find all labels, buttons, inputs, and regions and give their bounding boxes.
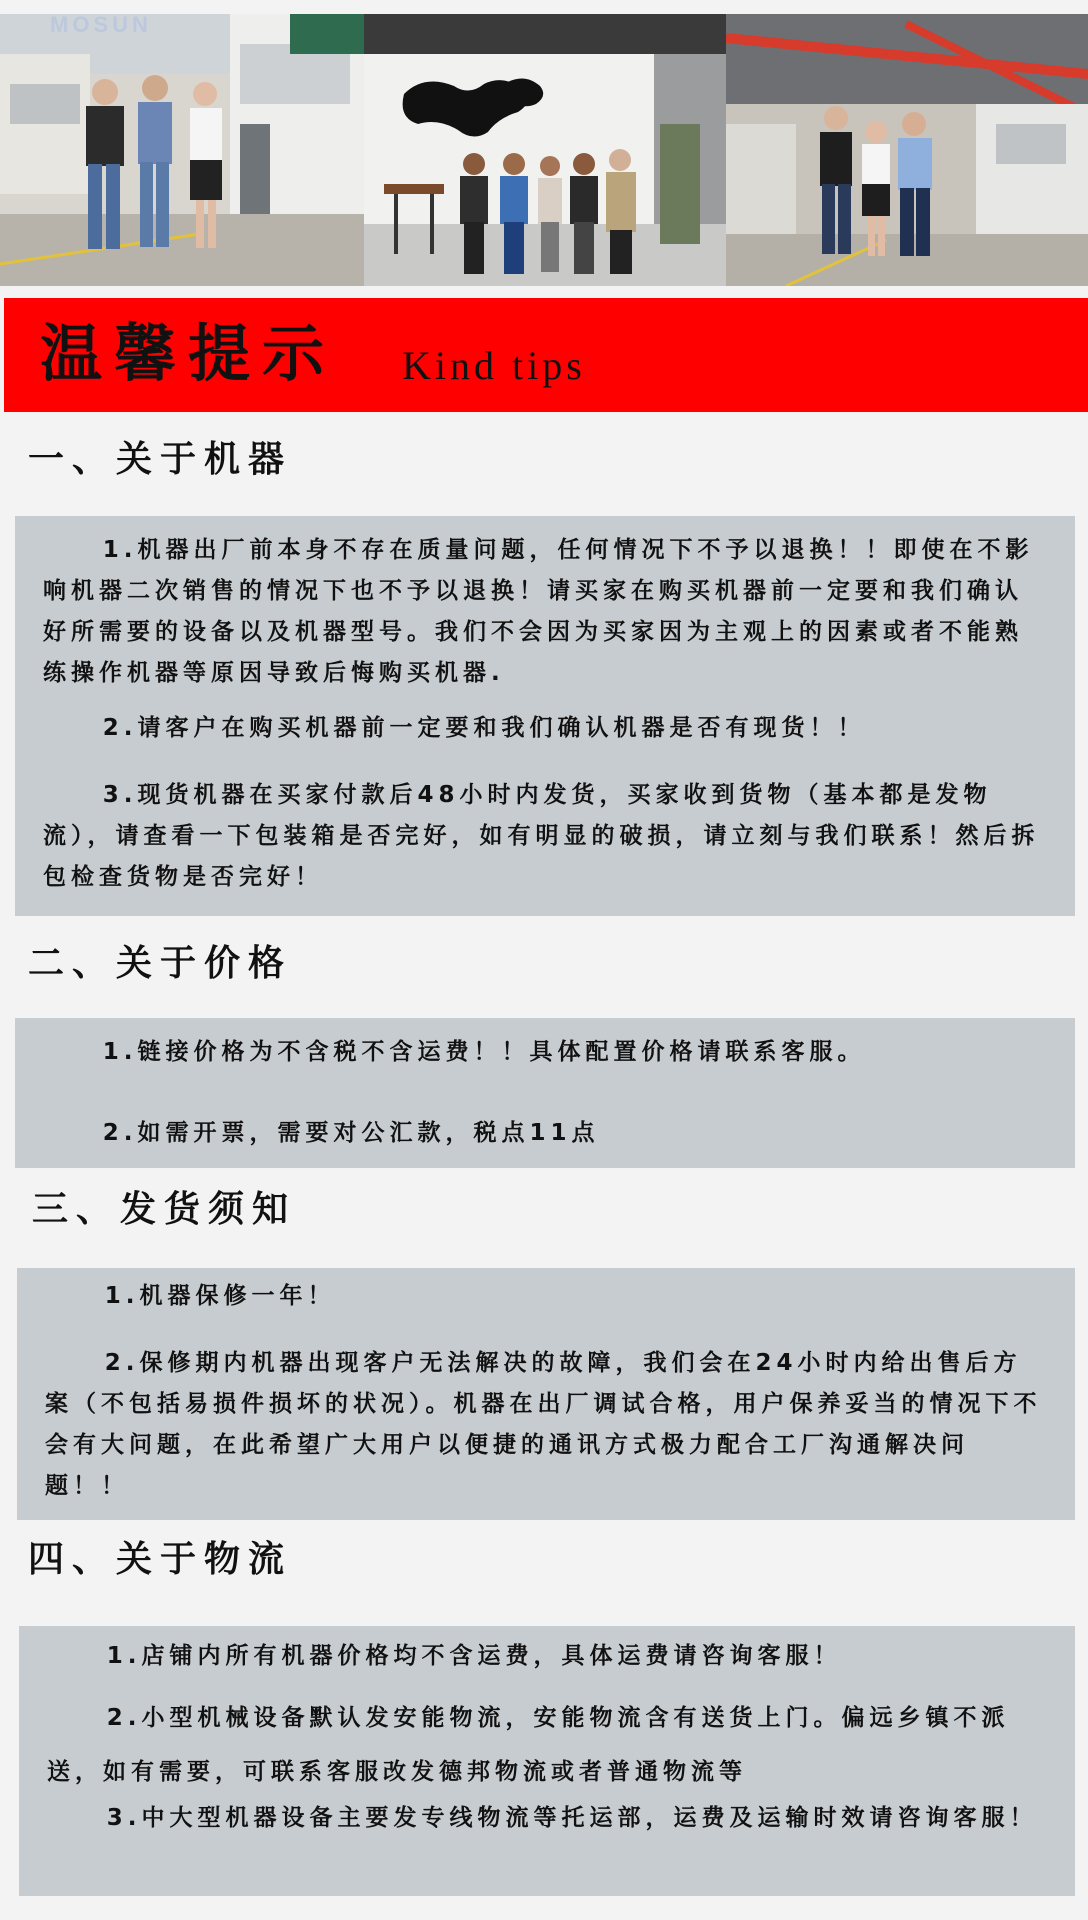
section-logistics-paragraph-2: 2.小型机械设备默认发安能物流，安能物流含有送货上门。偏远乡镇不派送，如有需要，可联系客服改发德邦物流或者普通物流等 bbox=[47, 1705, 1010, 1785]
banner-title-en: Kind tips bbox=[402, 343, 586, 388]
section-box-price bbox=[15, 1018, 1075, 1168]
section-machines-paragraph-2: 2.请客户在购买机器前一定要和我们确认机器是否有现货！！ bbox=[102, 715, 866, 741]
section-machines-paragraph-3: 3.现货机器在买家付款后48小时内发货，买家收到货物（基本都是发物流），请查看一下包装箱是否完好，如有明显的破损，请立刻与我们联系！然后拆包检查货物是否完好！ bbox=[43, 782, 1040, 890]
company-logo: MOSUN bbox=[50, 14, 152, 37]
photo-factory-visit-2 bbox=[726, 14, 1088, 286]
section-box-machines bbox=[15, 516, 1075, 916]
photo-factory-visit-1 bbox=[0, 14, 364, 286]
section-box-logistics bbox=[19, 1626, 1075, 1896]
photo-strip bbox=[0, 14, 1088, 286]
section-title-machines: 一、关于机器 bbox=[28, 439, 293, 480]
section-logistics-paragraph-3: 3.中大型机器设备主要发专线物流等托运部，运费及运输时效请咨询客服！ bbox=[106, 1805, 1038, 1831]
section-price-paragraph-2: 2.如需开票，需要对公汇款，税点11点 bbox=[102, 1120, 600, 1146]
section-box-shipping-notice bbox=[17, 1268, 1075, 1520]
section-logistics-paragraph-1: 1.店铺内所有机器价格均不含运费，具体运费请咨询客服！ bbox=[106, 1643, 842, 1669]
kind-tips-banner bbox=[4, 298, 1088, 412]
section-machines-paragraph-1: 1.机器出厂前本身不存在质量问题，任何情况下不予以退换！！即使在不影响机器二次销售的情况下也不予以退换！请买家在购买机器前一定要和我们确认好所需要的设备以及机器型号。我们不会因为买家因为主观上的因素或者不能熟练操作机器等原因导致后悔购买机器. bbox=[43, 537, 1034, 686]
banner-title-cn: 温馨提示 bbox=[40, 317, 337, 390]
section-shipping-paragraph-1: 1.机器保修一年！ bbox=[104, 1283, 336, 1309]
section-title-logistics: 四、关于物流 bbox=[28, 1539, 293, 1580]
photo-office-visit bbox=[364, 14, 726, 286]
section-title-shipping-notice: 三、发货须知 bbox=[32, 1189, 297, 1230]
section-price-paragraph-1: 1.链接价格为不含税不含运费！！具体配置价格请联系客服。 bbox=[102, 1039, 866, 1065]
section-shipping-paragraph-2: 2.保修期内机器出现客户无法解决的故障，我们会在24小时内给出售后方案（不包括易损件损坏的状况）。机器在出厂调试合格，用户保养妥当的情况下不会有大问题，在此希望广大用户以便捷的通讯方式极力配合工厂沟通解决问题！！ bbox=[45, 1350, 1042, 1499]
section-title-price: 二、关于价格 bbox=[28, 943, 293, 984]
